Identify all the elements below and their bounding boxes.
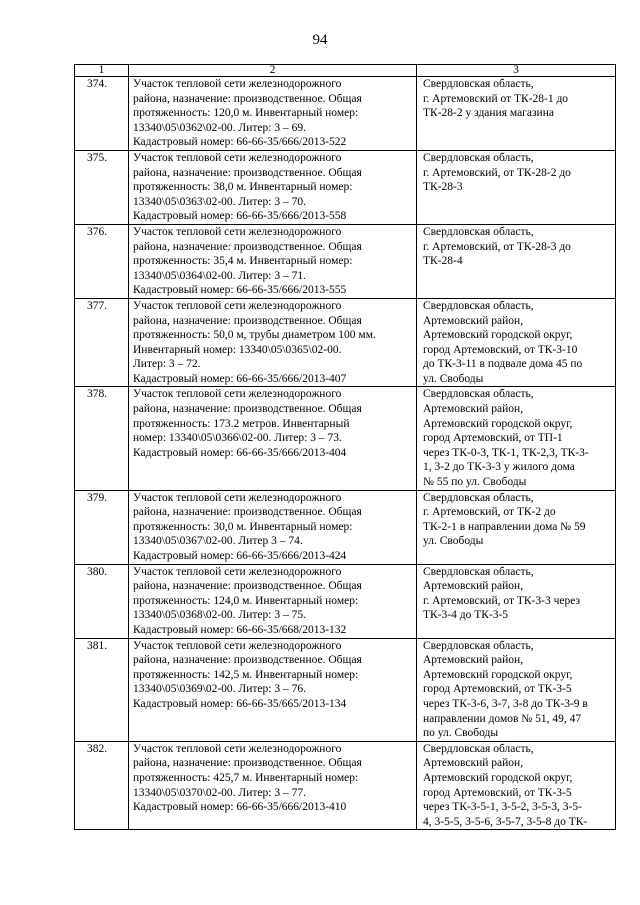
location-line: по ул. Свободы	[423, 727, 499, 740]
location-line: Свердловская область,	[423, 639, 534, 652]
location-line: № 55 по ул. Свободы	[423, 476, 527, 489]
object-description	[129, 490, 417, 564]
location-line: Свердловская область,	[423, 225, 534, 238]
row-number: 379.	[75, 490, 129, 564]
location-line: Свердловская область,	[423, 78, 534, 90]
description-line: Участок тепловой сети железнодорожного	[133, 491, 342, 504]
object-location	[417, 224, 616, 298]
object-location	[417, 741, 616, 830]
description-line: Кадастровый номер: 66-66-35/666/2013-410	[133, 801, 347, 814]
description-line: Участок тепловой сети железнодорожного	[133, 565, 342, 578]
location-line: Артемовский район,	[423, 314, 524, 327]
location-line: до ТК-3-11 в подвале дома 45 по	[423, 358, 583, 371]
row-number: 380.	[75, 564, 129, 638]
description-line: Кадастровый номер: 66-66-35/666/2013-555	[133, 284, 347, 297]
object-description	[129, 387, 417, 490]
table-row	[75, 741, 616, 830]
object-description	[129, 150, 417, 224]
location-line: ТК-28-4	[423, 255, 463, 268]
location-line: 4, 3-5-5, 3-5-6, 3-5-7, 3-5-8 до ТК-	[423, 815, 588, 828]
description-line: Участок тепловой сети железнодорожного	[133, 388, 342, 401]
description-line: Участок тепловой сети железнодорожного	[133, 639, 342, 652]
object-description	[129, 638, 417, 741]
location-line: Артемовский городской округ,	[423, 771, 573, 784]
location-line: ТК-2-1 в направлении дома № 59	[423, 520, 586, 533]
object-description	[129, 298, 417, 387]
description-line: 13340\05\0367\02-00. Литер 3 – 74.	[133, 535, 303, 548]
description-line: протяженность: 124,0 м. Инвентарный номер:	[133, 594, 359, 607]
row-number: 374.	[75, 77, 129, 151]
object-description	[129, 77, 417, 151]
column-header-1: 1	[75, 65, 129, 77]
object-location	[417, 490, 616, 564]
location-line: город Артемовский, от ТК-3-10	[423, 343, 578, 356]
object-description	[129, 741, 417, 830]
description-line: Кадастровый номер: 66-66-35/666/2013-404	[133, 446, 347, 459]
description-line: района, назначение: производственное. Общая	[133, 403, 362, 416]
description-line: 13340\05\0362\02-00. Литер: 3 – 69.	[133, 121, 306, 134]
description-line: 13340\05\0370\02-00. Литер: 3 – 77.	[133, 786, 306, 799]
row-number: 382.	[75, 741, 129, 830]
table-row	[75, 490, 616, 564]
description-line: протяженность: 30,0 м. Инвентарный номер:	[133, 520, 353, 533]
table-row	[75, 150, 616, 224]
location-line: г. Артемовский, от ТК-28-3 до	[423, 240, 571, 253]
description-line: Кадастровый номер: 66-66-35/668/2013-132	[133, 623, 347, 636]
object-location	[417, 564, 616, 638]
location-line: ТК-3-4 до ТК-3-5	[423, 609, 509, 622]
table-row	[75, 298, 616, 387]
description-line: Участок тепловой сети железнодорожного	[133, 742, 342, 755]
description-line: протяженность: 38,0 м. Инвентарный номер:	[133, 181, 353, 194]
description-line: Кадастровый номер: 66-66-35/666/2013-558	[133, 210, 347, 223]
description-line: 13340\05\0363\02-00. Литер: 3 – 70.	[133, 195, 306, 208]
description-line: Кадастровый номер: 66-66-35/665/2013-134	[133, 697, 347, 710]
row-number: 375.	[75, 150, 129, 224]
object-location	[417, 150, 616, 224]
location-line: Свердловская область,	[423, 388, 534, 401]
description-line: протяженность: 35,4 м. Инвентарный номер:	[133, 255, 353, 268]
description-line: района, назначение: производственное. Общая	[133, 654, 362, 667]
location-line: город Артемовский, от ТК-3-5	[423, 786, 572, 799]
object-location	[417, 387, 616, 490]
location-line: ТК-28-3	[423, 181, 463, 194]
location-line: город Артемовский, от ТП-1	[423, 432, 563, 445]
object-location	[417, 638, 616, 741]
location-line: через ТК-3-5-1, 3-5-2, 3-5-3, 3-5-	[423, 801, 582, 814]
location-line: через ТК-3-6, 3-7, 3-8 до ТК-3-9 в	[423, 697, 588, 710]
location-line: Артемовский район,	[423, 757, 524, 770]
description-line: протяженность: 120,0 м. Инвентарный номер:	[133, 107, 359, 120]
object-location	[417, 77, 616, 151]
description-line: 13340\05\0364\02-00. Литер: 3 – 71.	[133, 269, 306, 282]
location-line: направлении домов № 51, 49, 47	[423, 712, 582, 725]
table-row	[75, 224, 616, 298]
location-line: Свердловская область,	[423, 565, 534, 578]
object-location	[417, 298, 616, 387]
description-line: района, назначение: производственное. Общая	[133, 580, 362, 593]
location-line: 1, 3-2 до ТК-3-3 у жилого дома	[423, 461, 575, 474]
location-line: город Артемовский, от ТК-3-5	[423, 683, 572, 696]
description-line: района, назначение: производственное. Общая	[133, 506, 362, 519]
location-line: ул. Свободы	[423, 372, 484, 385]
description-line: Литер: 3 – 72.	[133, 358, 201, 371]
property-table	[74, 64, 616, 830]
location-line: г. Артемовский, от ТК-28-2 до	[423, 166, 571, 179]
description-line: Инвентарный номер: 13340\05\0365\02-00.	[133, 343, 342, 356]
description-line: Кадастровый номер: 66-66-35/666/2013-424	[133, 550, 347, 562]
location-line: Артемовский городской округ,	[423, 417, 573, 430]
location-line: Свердловская область,	[423, 151, 534, 164]
description-line: Участок тепловой сети железнодорожного	[133, 225, 342, 238]
table-row	[75, 77, 616, 151]
location-line: Артемовский район,	[423, 403, 524, 416]
table-row	[75, 387, 616, 490]
description-line: Участок тепловой сети железнодорожного	[133, 78, 342, 90]
description-line: района, назначение: производственное. Общая	[133, 314, 362, 327]
page-number: 94	[312, 32, 328, 48]
description-line: Кадастровый номер: 66-66-35/666/2013-407	[133, 372, 347, 385]
location-line: г. Артемовский, от ТК-3-3 через	[423, 594, 580, 607]
location-line: Свердловская область,	[423, 742, 534, 755]
description-line: 13340\05\0369\02-00. Литер: 3 – 76.	[133, 683, 306, 696]
row-number: 381.	[75, 638, 129, 741]
description-line: района, назначение: производственное. Общая	[133, 240, 362, 253]
location-line: г. Артемовский, от ТК-2 до	[423, 506, 556, 519]
row-number: 377.	[75, 298, 129, 387]
location-line: Свердловская область,	[423, 299, 534, 312]
location-line: через ТК-0-3, ТК-1, ТК-2,3, ТК-3-	[423, 446, 589, 459]
description-line: Участок тепловой сети железнодорожного	[133, 299, 342, 312]
description-line: номер: 13340\05\0366\02-00. Литер: 3 – 73.	[133, 432, 342, 445]
object-description	[129, 564, 417, 638]
row-number: 376.	[75, 224, 129, 298]
description-line: района, назначение: производственное. Общая	[133, 166, 362, 179]
row-number: 378.	[75, 387, 129, 490]
description-line: района, назначение: производственное. Общая	[133, 92, 362, 105]
location-line: Артемовский район,	[423, 580, 524, 593]
column-header-3: 3	[417, 65, 616, 77]
description-line: Участок тепловой сети железнодорожного	[133, 151, 342, 164]
table-header-row	[75, 65, 616, 77]
description-line: протяженность: 173.2 метров. Инвентарный	[133, 417, 350, 430]
description-line: района, назначение: производственное. Общая	[133, 757, 362, 770]
table-row	[75, 638, 616, 741]
location-line: Артемовский район,	[423, 654, 524, 667]
table-row	[75, 564, 616, 638]
description-line: протяженность: 50,0 м, трубы диаметром 100 мм.	[133, 329, 376, 342]
location-line: Артемовский городской округ,	[423, 668, 573, 681]
description-line: протяженность: 425,7 м. Инвентарный номер:	[133, 771, 359, 784]
description-line: Кадастровый номер: 66-66-35/666/2013-522	[133, 136, 347, 149]
location-line: Артемовский городской округ,	[423, 329, 573, 342]
description-line: протяженность: 142,5 м. Инвентарный номер:	[133, 668, 359, 681]
location-line: г. Артемовский от ТК-28-1 до	[423, 92, 569, 105]
description-line: 13340\05\0368\02-00. Литер: 3 – 75.	[133, 609, 306, 622]
location-line: ул. Свободы	[423, 535, 484, 548]
object-description	[129, 224, 417, 298]
column-header-2: 2	[129, 65, 417, 77]
location-line: ТК-28-2 у здания магазина	[423, 107, 554, 120]
location-line: Свердловская область,	[423, 491, 534, 504]
